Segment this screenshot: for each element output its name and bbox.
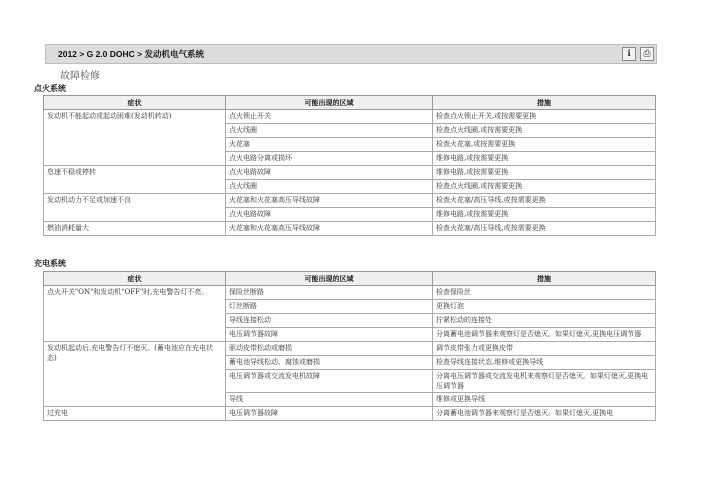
area-cell: 导线 bbox=[226, 393, 433, 407]
measure-cell: 维修电路,或按需要更换 bbox=[433, 208, 656, 222]
header-area: 可能出现的区域 bbox=[226, 96, 433, 110]
area-cell: 驱动皮带松动或磨损 bbox=[226, 342, 433, 356]
area-cell: 点火线圈 bbox=[226, 124, 433, 138]
header-symptom: 症状 bbox=[44, 96, 226, 110]
charging-table bbox=[43, 271, 656, 421]
measure-cell: 更换灯泡 bbox=[433, 300, 656, 314]
measure-cell: 检查火花塞,或按需要更换 bbox=[433, 138, 656, 152]
measure-cell: 检查火花塞/高压导线,或按需要更换 bbox=[433, 194, 656, 208]
area-cell: 点火锁止开关 bbox=[226, 110, 433, 124]
measure-cell: 调节皮带张力或更换皮带 bbox=[433, 342, 656, 356]
area-cell: 电压调节器故障 bbox=[226, 407, 433, 421]
area-cell: 点火电路故障 bbox=[226, 208, 433, 222]
breadcrumb-bar bbox=[45, 44, 657, 64]
symptom-cell: 点火开关"ON"和发动机"OFF"时,充电警告灯不亮。 bbox=[44, 286, 226, 342]
table-header-row bbox=[44, 96, 656, 110]
symptom-cell: 发动机不能起动或起动困难(发动机转动) bbox=[44, 110, 226, 166]
area-cell: 蓄电池导线松动、腐蚀或磨损 bbox=[226, 356, 433, 370]
measure-cell: 维修电路,或按需要更换 bbox=[433, 152, 656, 166]
ignition-section-title: 点火系统 bbox=[34, 84, 66, 93]
symptom-cell: 发动机起动后,充电警告灯不熄灭。(蓄电池应在充电状态) bbox=[44, 342, 226, 407]
area-cell: 电压调节器故障 bbox=[226, 328, 433, 342]
table-header-row bbox=[44, 272, 656, 286]
measure-cell: 分离蓄电池调节器来观察灯是否熄灭。如果灯熄灭,更换电压调节器 bbox=[433, 328, 656, 342]
area-cell: 导线连接松动 bbox=[226, 314, 433, 328]
area-cell: 火花塞和火花塞高压导线故障 bbox=[226, 222, 433, 236]
symptom-cell: 发动机动力不足或加速不良 bbox=[44, 194, 226, 222]
header-symptom: 症状 bbox=[44, 272, 226, 286]
measure-cell: 维修或更换导线 bbox=[433, 393, 656, 407]
info-icon[interactable]: ℹ bbox=[622, 47, 636, 61]
measure-cell: 分离蓄电池调节器来观察灯是否熄灭。如果灯熄灭,更换电 bbox=[433, 407, 656, 421]
charging-section-title: 充电系统 bbox=[34, 259, 66, 268]
table-row bbox=[44, 110, 656, 124]
measure-cell: 维修电路,或按需要更换 bbox=[433, 166, 656, 180]
measure-cell: 检查导线连接状态,维修或更换导线 bbox=[433, 356, 656, 370]
area-cell: 火花塞和火花塞高压导线故障 bbox=[226, 194, 433, 208]
symptom-cell: 过充电 bbox=[44, 407, 226, 421]
page-title: 故障检修 bbox=[60, 71, 100, 82]
area-cell: 灯丝断路 bbox=[226, 300, 433, 314]
ignition-table bbox=[43, 95, 656, 236]
table-row bbox=[44, 166, 656, 180]
area-cell: 点火电路分离或损坏 bbox=[226, 152, 433, 166]
measure-cell: 检查火花塞/高压导线,或按需要更换 bbox=[433, 222, 656, 236]
area-cell: 电压调节器或交流发电机故障 bbox=[226, 370, 433, 393]
header-area: 可能出现的区域 bbox=[226, 272, 433, 286]
measure-cell: 拧紧松动的连接处 bbox=[433, 314, 656, 328]
measure-cell: 检查点火线圈,或按需要更换 bbox=[433, 180, 656, 194]
table-row bbox=[44, 407, 656, 421]
header-measure: 措施 bbox=[433, 96, 656, 110]
table-row bbox=[44, 342, 656, 356]
table-row bbox=[44, 286, 656, 300]
measure-cell: 检查点火锁止开关,或按需要更换 bbox=[433, 110, 656, 124]
print-icon[interactable]: ⎙ bbox=[640, 47, 654, 61]
area-cell: 点火电路故障 bbox=[226, 166, 433, 180]
area-cell: 点火线圈 bbox=[226, 180, 433, 194]
symptom-cell: 燃油消耗量大 bbox=[44, 222, 226, 236]
measure-cell: 检查点火线圈,或按需要更换 bbox=[433, 124, 656, 138]
header-measure: 措施 bbox=[433, 272, 656, 286]
breadcrumb[interactable]: 2012 > G 2.0 DOHC > 发动机电气系统 bbox=[58, 49, 204, 59]
area-cell: 保险丝断路 bbox=[226, 286, 433, 300]
measure-cell: 分离电压调节器或交流发电机来观察灯是否熄灭。如果灯熄灭,更换电压调节器 bbox=[433, 370, 656, 393]
table-row bbox=[44, 194, 656, 208]
area-cell: 火花塞 bbox=[226, 138, 433, 152]
symptom-cell: 怠速不稳或停转 bbox=[44, 166, 226, 194]
table-row bbox=[44, 222, 656, 236]
measure-cell: 检查保险丝 bbox=[433, 286, 656, 300]
